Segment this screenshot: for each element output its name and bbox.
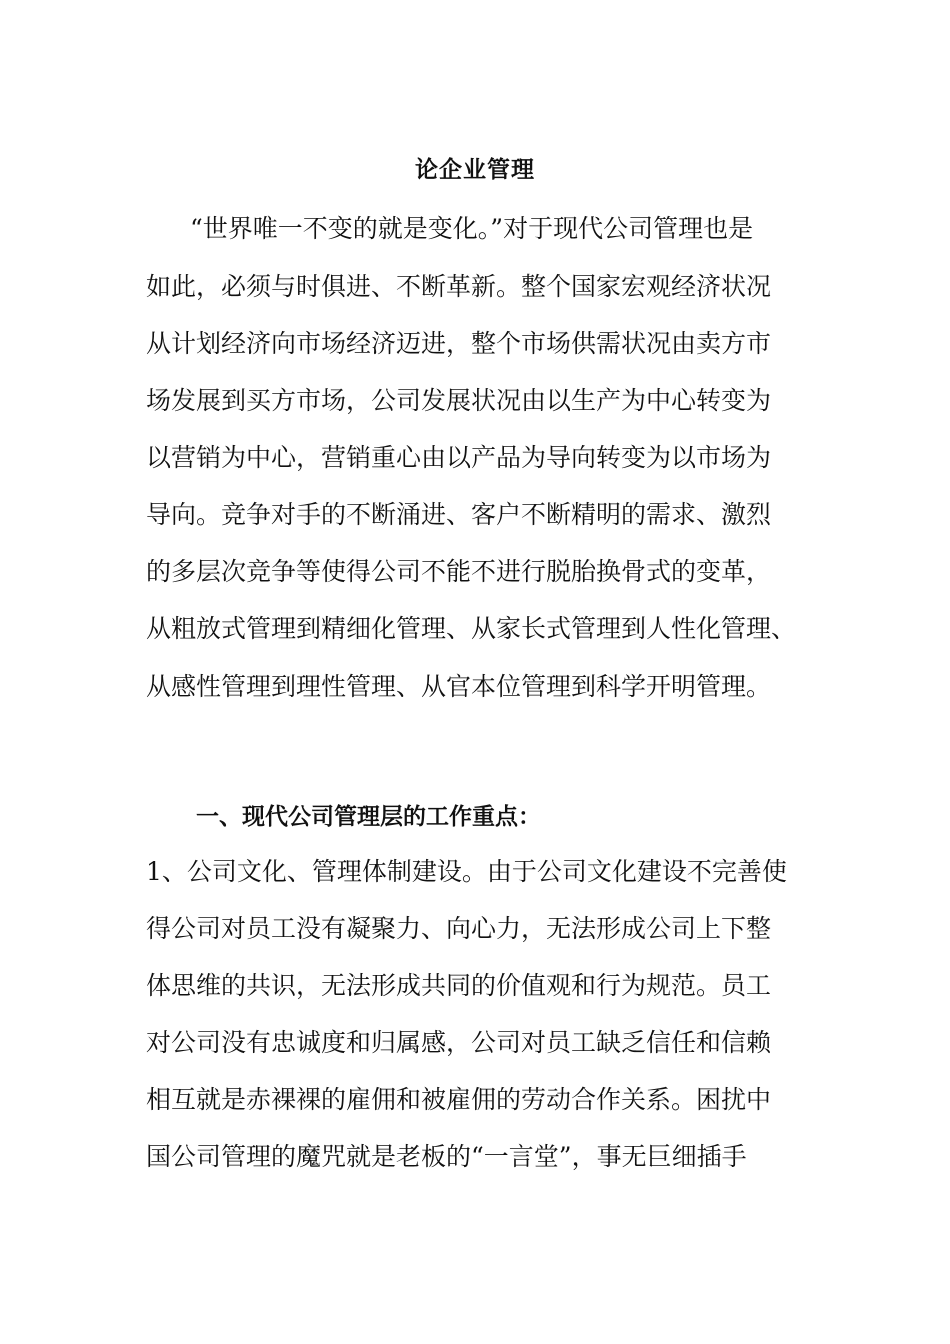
paragraph-line: 体思维的共识，无法形成共同的价值观和行为规范。员工 <box>146 971 772 1000</box>
paragraph-line: 从粗放式管理到精细化管理、从家长式管理到人性化管理、 <box>146 614 797 643</box>
paragraph-line: 得公司对员工没有凝聚力、向心力，无法形成公司上下整 <box>146 914 772 943</box>
paragraph-line: 从计划经济向市场经济迈进，整个市场供需状况由卖方市 <box>146 329 772 358</box>
paragraph-line: “世界唯一不变的就是变化。”对于现代公司管理也是 <box>190 214 754 243</box>
paragraph-line: 相互就是赤裸裸的雇佣和被雇佣的劳动合作关系。困扰中 <box>146 1085 772 1114</box>
paragraph-line: 场发展到买方市场，公司发展状况由以生产为中心转变为 <box>146 386 772 415</box>
paragraph-line: 以营销为中心，营销重心由以产品为导向转变为以市场为 <box>146 443 772 472</box>
section-heading: 一、现代公司管理层的工作重点： <box>196 803 541 830</box>
paragraph-line: 导向。竞争对手的不断涌进、客户不断精明的需求、激烈 <box>146 500 772 529</box>
paragraph-line: 的多层次竞争等使得公司不能不进行脱胎换骨式的变革， <box>146 557 772 586</box>
paragraph-line: 1、公司文化、管理体制建设。由于公司文化建设不完善使 <box>146 857 787 886</box>
paragraph-line: 对公司没有忠诚度和归属感，公司对员工缺乏信任和信赖 <box>146 1028 772 1057</box>
document-title: 论企业管理 <box>415 156 535 183</box>
paragraph-line: 从感性管理到理性管理、从官本位管理到科学开明管理。 <box>146 672 772 701</box>
paragraph-line: 如此，必须与时俱进、不断革新。整个国家宏观经济状况 <box>146 272 772 301</box>
paragraph-line: 国公司管理的魔咒就是老板的“一言堂”，事无巨细插手 <box>146 1142 747 1171</box>
